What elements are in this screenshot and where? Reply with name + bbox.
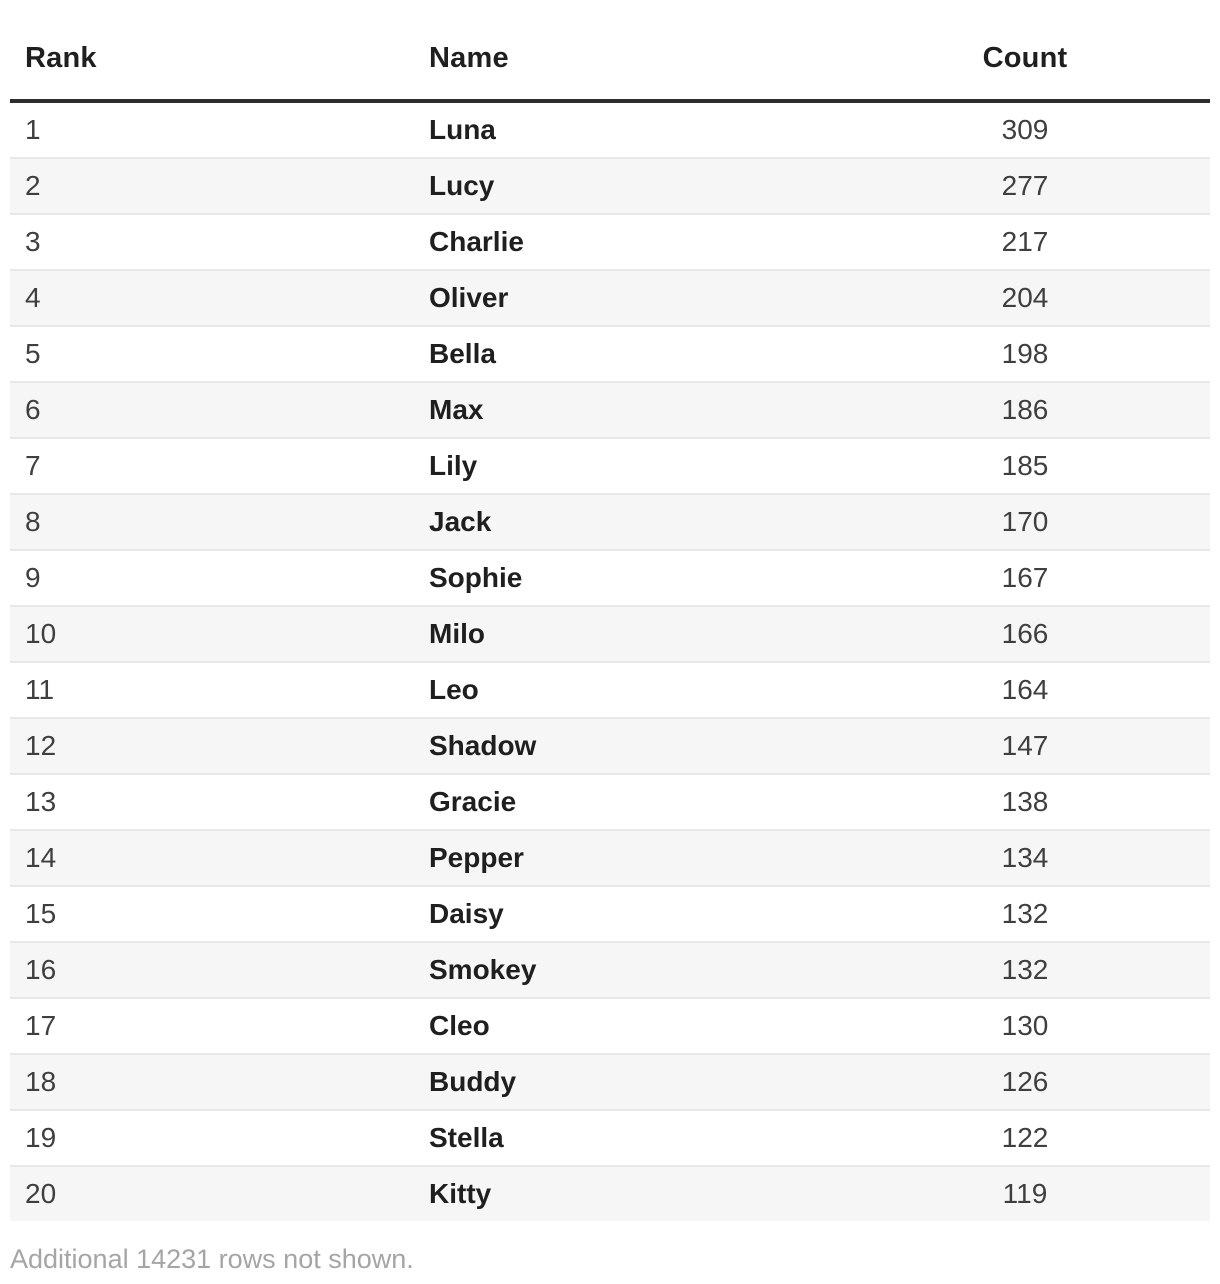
count-cell: 126 <box>1001 1066 1049 1097</box>
name-cell: Stella <box>429 1122 504 1153</box>
name-cell: Kitty <box>429 1178 492 1209</box>
rank-cell: 14 <box>25 842 57 873</box>
rank-cell: 2 <box>25 170 41 201</box>
table-row <box>10 382 1210 438</box>
count-cell: 198 <box>1001 338 1049 369</box>
rank-cell: 6 <box>25 394 41 425</box>
name-cell: Jack <box>429 506 492 537</box>
rank-cell: 5 <box>25 338 41 369</box>
table-container <box>10 0 1210 1221</box>
table-row <box>10 158 1210 214</box>
table-row <box>10 830 1210 886</box>
count-cell: 134 <box>1001 842 1049 873</box>
table-row <box>10 1166 1210 1221</box>
table-row <box>10 214 1210 270</box>
rank-cell: 12 <box>25 730 57 761</box>
table-row <box>10 606 1210 662</box>
table-row <box>10 101 1210 158</box>
table-row <box>10 998 1210 1054</box>
table-row <box>10 438 1210 494</box>
name-cell: Smokey <box>429 954 537 985</box>
rank-cell: 15 <box>25 898 57 929</box>
column-header-name: Name <box>429 0 840 101</box>
rank-cell: 9 <box>25 562 41 593</box>
table-row <box>10 662 1210 718</box>
table-row <box>10 326 1210 382</box>
name-cell: Cleo <box>429 1010 490 1041</box>
rank-cell: 18 <box>25 1066 57 1097</box>
rank-cell: 11 <box>25 674 55 705</box>
name-cell: Milo <box>429 618 485 649</box>
name-cell: Daisy <box>429 898 504 929</box>
count-cell: 166 <box>1001 618 1049 649</box>
rank-cell: 1 <box>25 114 41 145</box>
rank-cell: 20 <box>25 1178 57 1209</box>
name-cell: Buddy <box>429 1066 517 1097</box>
count-cell: 132 <box>1001 898 1049 929</box>
rank-cell: 13 <box>25 786 57 817</box>
table-header <box>10 0 1210 101</box>
rank-cell: 19 <box>25 1122 57 1153</box>
names-table <box>10 0 1210 1221</box>
name-cell: Shadow <box>429 730 537 761</box>
rank-cell: 4 <box>25 282 41 313</box>
count-cell: 217 <box>1001 226 1049 257</box>
count-cell: 138 <box>1001 786 1049 817</box>
name-cell: Leo <box>429 674 479 705</box>
rank-cell: 3 <box>25 226 41 257</box>
name-cell: Lily <box>429 450 478 481</box>
table-row <box>10 774 1210 830</box>
rank-cell: 8 <box>25 506 41 537</box>
count-cell: 147 <box>1001 730 1049 761</box>
count-cell: 167 <box>1001 562 1049 593</box>
header-row <box>10 0 1210 101</box>
name-cell: Lucy <box>429 170 495 201</box>
column-header-rank: Rank <box>10 0 429 101</box>
name-cell: Sophie <box>429 562 523 593</box>
table-row <box>10 886 1210 942</box>
count-cell: 309 <box>1001 114 1049 145</box>
table-row <box>10 1110 1210 1166</box>
name-cell: Gracie <box>429 786 517 817</box>
count-cell: 164 <box>1001 674 1049 705</box>
name-cell: Bella <box>429 338 496 369</box>
count-cell: 204 <box>1001 282 1049 313</box>
table-body <box>10 101 1210 1221</box>
name-cell: Charlie <box>429 226 524 257</box>
footnote: Additional 14231 rows not shown. <box>10 1244 414 1274</box>
count-cell: 185 <box>1001 450 1049 481</box>
name-cell: Max <box>429 394 484 425</box>
name-cell: Oliver <box>429 282 509 313</box>
count-cell: 170 <box>1001 506 1049 537</box>
table-row <box>10 270 1210 326</box>
count-cell: 186 <box>1001 394 1049 425</box>
column-header-count: Count <box>840 0 1210 101</box>
count-cell: 122 <box>1001 1122 1049 1153</box>
table-row <box>10 942 1210 998</box>
name-cell: Pepper <box>429 842 524 873</box>
table-row <box>10 718 1210 774</box>
count-cell: 130 <box>1001 1010 1049 1041</box>
count-cell: 119 <box>1002 1178 1048 1209</box>
count-cell: 277 <box>1001 170 1049 201</box>
rank-cell: 17 <box>25 1010 57 1041</box>
rank-cell: 10 <box>25 618 57 649</box>
rank-cell: 16 <box>25 954 57 985</box>
rank-cell: 7 <box>25 450 41 481</box>
table-row <box>10 494 1210 550</box>
table-row <box>10 1054 1210 1110</box>
name-cell: Luna <box>429 114 496 145</box>
table-row <box>10 550 1210 606</box>
count-cell: 132 <box>1001 954 1049 985</box>
